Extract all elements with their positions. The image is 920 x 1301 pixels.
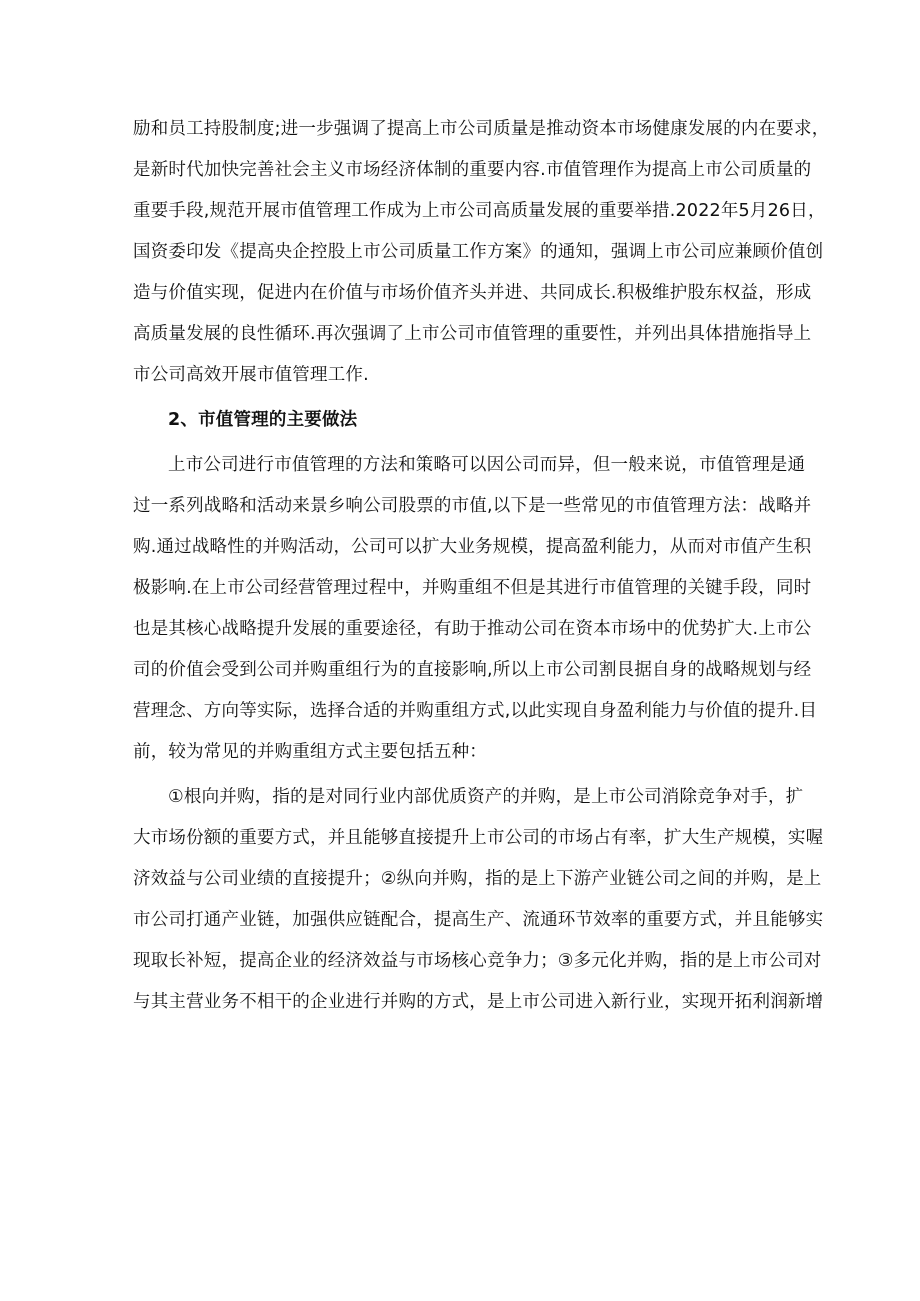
paragraph-1-line-4: 国资委印发《提高央企控股上市公司质量工作方案》的通知，强调上市公司应兼顾价值创 (133, 242, 824, 262)
paragraph-2-line-4: 极影响.在上市公司经营管理过程中，并购重组不但是其进行市值管理的关键手段，同时 (133, 578, 812, 598)
paragraph-2-line-8: 前，较为常见的并购重组方式主要包括五种： (133, 742, 487, 762)
paragraph-1-line-6: 高质量发展的良性循环.再次强调了上市公司市值管理的重要性，并列出具体措施指导上 (133, 324, 812, 344)
paragraph-1-line-3: 重要手段,规范开展市值管理工作成为上市公司高质量发展的重要举措.2022年5月26日， (133, 201, 826, 221)
paragraph-1-line-2: 是新时代加快完善社会主义市场经济体制的重要内容.市值管理作为提高上市公司质量的 (133, 160, 812, 180)
paragraph-1-line-5: 造与价值实现，促进内在价值与市场价值齐头并进、共同成长.积极维护股东权益，形成 (133, 283, 812, 303)
paragraph-3-line-1: ①根向并购，指的是对同行业内部优质资产的并购，是上市公司消除竞争对手，扩 (168, 787, 804, 807)
paragraph-3-line-4: 市公司打通产业链，加强供应链配合，提高生产、流通环节效率的重要方式，并且能够实 (133, 910, 824, 930)
paragraph-3-line-5: 现取长补短，提高企业的经济效益与市场核心竞争力；③多元化并购，指的是上市公司对 (133, 951, 822, 971)
paragraph-2-line-1: 上市公司进行市值管理的方法和策略可以因公司而异，但一般来说，市值管理是通 (168, 455, 806, 475)
paragraph-2-line-3: 购.通过战略性的并购活动，公司可以扩大业务规模，提高盈利能力，从而对市值产生积 (133, 537, 812, 557)
paragraph-3-line-3: 济效益与公司业绩的直接提升；②纵向并购，指的是上下游产业链公司之间的并购，是上 (133, 869, 822, 889)
paragraph-2-line-6: 司的价值会受到公司并购重组行为的直接影响,所以上市公司割艮据自身的战略规划与经 (133, 660, 812, 680)
section-heading: 2、市值管理的主要做法 (168, 410, 358, 430)
paragraph-3-line-6: 与其主营业务不相干的企业进行并购的方式，是上市公司进入新行业，实现开拓利润新增 (133, 992, 824, 1012)
paragraph-3-line-2: 大市场份额的重要方式，并且能够直接提升上市公司的市场占有率，扩大生产规模，实喔 (133, 828, 824, 848)
paragraph-2-line-5: 也是其核心战略提升发展的重要途径，有助于推动公司在资本市场中的优势扩大.上市公 (133, 619, 812, 639)
paragraph-2-line-2: 过一系列战略和活动来景乡响公司股票的市值,以下是一些常见的市值管理方法：战略并 (133, 496, 812, 516)
paragraph-2-line-7: 营理念、方向等实际，选择合适的并购重组方式,以此实现自身盈利能力与价值的提升.目 (133, 701, 818, 721)
paragraph-1-line-1: 励和员工持股制度;进一步强调了提高上市公司质量是推动资本市场健康发展的内在要求， (133, 119, 830, 139)
paragraph-1-line-7: 市公司高效开展市值管理工作. (133, 365, 369, 385)
